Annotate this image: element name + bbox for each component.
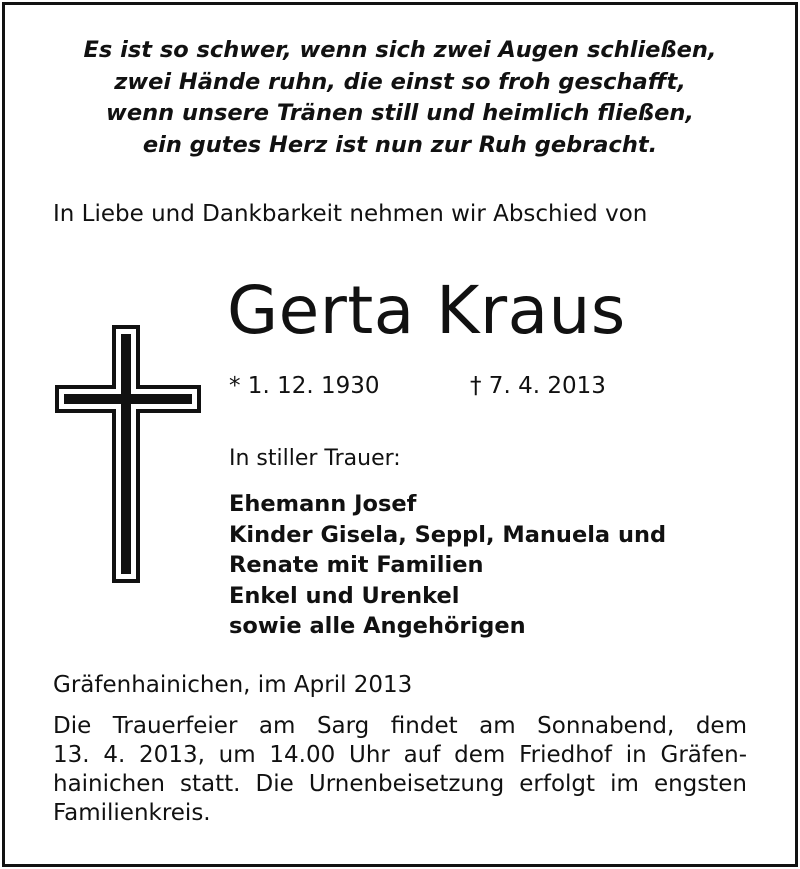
poem-line: wenn unsere Tränen still und heimlich fließen, xyxy=(106,100,694,126)
obituary-notice xyxy=(2,2,798,867)
mourning-label: In stiller Trauer: xyxy=(229,446,401,471)
mourner-line: sowie alle Angehörigen xyxy=(229,613,526,639)
mourner-line: Ehemann Josef xyxy=(229,491,417,517)
memorial-poem xyxy=(5,35,795,161)
poem-line: ein gutes Herz ist nun zur Ruh gebracht. xyxy=(142,131,658,158)
ceremony-notice xyxy=(53,712,747,828)
cross-icon xyxy=(55,325,201,585)
mourners-list xyxy=(229,489,666,642)
ceremony-line: 13. 4. 2013, um 14.00 Uhr auf dem Friedhof in Gräfen- xyxy=(53,742,747,768)
birth-date: * 1. 12. 1930 xyxy=(229,373,380,399)
deceased-name: Gerta Kraus xyxy=(227,272,626,349)
mourner-line: Kinder Gisela, Seppl, Manuela und xyxy=(229,521,667,548)
ceremony-line: Familienkreis. xyxy=(53,800,211,826)
ceremony-line: Die Trauerfeier am Sarg findet am Sonnabend, dem xyxy=(53,713,747,739)
mourner-line: Enkel und Urenkel xyxy=(229,582,460,609)
ceremony-line: hainichen statt. Die Urnenbeisetzung erfolgt im engsten xyxy=(53,771,747,797)
poem-line: zwei Hände ruhn, die einst so froh geschafft, xyxy=(114,68,686,95)
mourner-line: Renate mit Familien xyxy=(229,552,484,578)
place-and-date: Gräfenhainichen, im April 2013 xyxy=(53,672,413,698)
farewell-intro: In Liebe und Dankbarkeit nehmen wir Abschied von xyxy=(53,201,648,227)
death-date: † 7. 4. 2013 xyxy=(470,373,606,399)
poem-line: Es ist so schwer, wenn sich zwei Augen schließen, xyxy=(83,37,717,63)
